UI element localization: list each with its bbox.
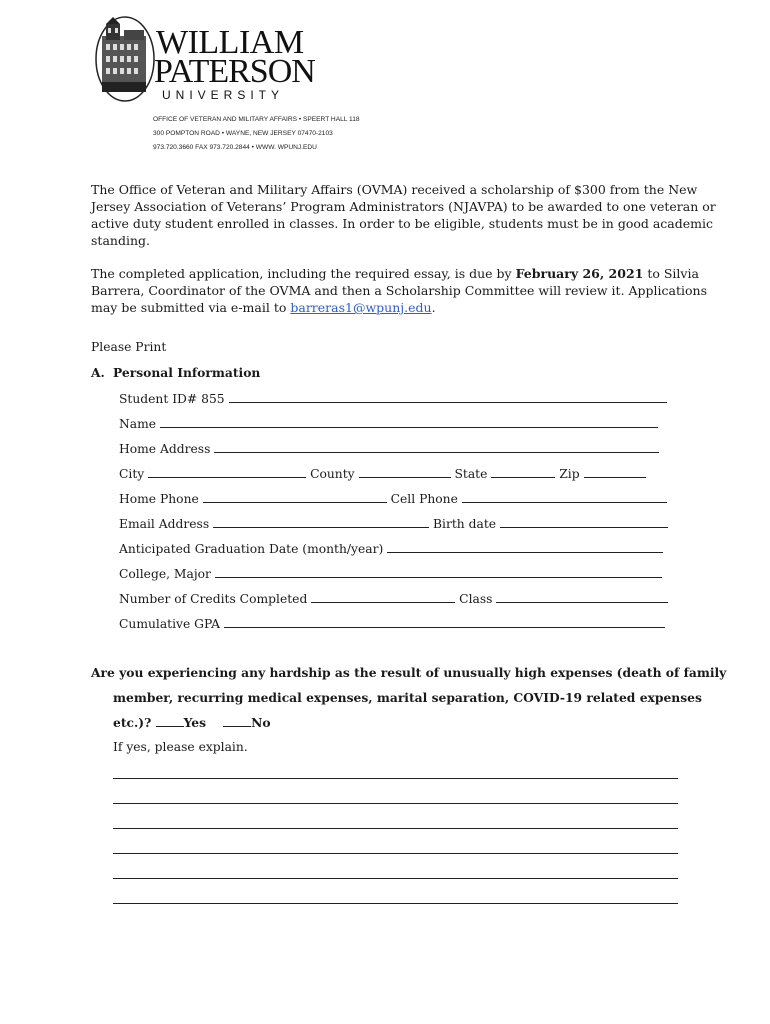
hardship-question-line-2: member, recurring medical expenses, marital separation, COVID-19 related expenses (113, 690, 702, 705)
intro-line: Jersey Association of Veterans’ Program Administrators (NJAVPA) to be awarded to one veteran or (91, 199, 716, 214)
email-address-field[interactable] (213, 517, 429, 528)
student-id-row (119, 391, 667, 407)
deadline-line-2: Barrera, Coordinator of the OVMA and then a Scholarship Committee will review it. Applications (91, 283, 708, 298)
credits-label: Number of Credits Completed (119, 592, 308, 606)
email-period: . (431, 300, 436, 315)
cell-phone-label: Cell Phone (390, 492, 458, 506)
email-address-label: Email Address (119, 517, 210, 531)
explanation-line[interactable] (113, 878, 678, 879)
class-field[interactable] (496, 592, 668, 603)
state-label: State (454, 467, 488, 481)
grad-date-field[interactable] (387, 542, 663, 553)
email-birth-row (119, 516, 668, 532)
email-intro-text: may be submitted via e-mail to (91, 300, 291, 315)
home-address-label: Home Address (119, 442, 211, 456)
home-address-field[interactable] (214, 442, 659, 453)
deadline-line-3 (91, 299, 691, 316)
logo-line-paterson: PATERSON (154, 53, 315, 90)
yes-blank[interactable] (156, 716, 184, 727)
zip-label: Zip (559, 467, 580, 481)
section-a-title: Personal Information (113, 365, 261, 380)
deadline-text-after: to Silvia (643, 266, 699, 281)
no-label: No (251, 715, 271, 730)
hardship-question-line-3 (113, 715, 271, 730)
please-print-label: Please Print (91, 340, 167, 354)
home-address-row (119, 441, 659, 457)
grad-date-row (119, 541, 663, 557)
university-building-logo (94, 14, 156, 104)
name-label: Name (119, 417, 157, 431)
deadline-date: February 26, 2021 (515, 266, 644, 281)
college-major-row (119, 566, 662, 582)
credits-row (119, 591, 668, 607)
name-field[interactable] (160, 417, 658, 428)
explain-label: If yes, please explain. (113, 740, 248, 754)
hardship-etc-text: etc.)? (113, 715, 156, 730)
gpa-label: Cumulative GPA (119, 617, 221, 631)
cell-phone-field[interactable] (462, 492, 667, 503)
no-blank[interactable] (223, 716, 251, 727)
contact-address-line: 973.720.3660 FAX 973.720.2844 • WWW. WPUNJ.EDU (153, 144, 317, 151)
logo-line-university: UNIVERSITY (162, 88, 285, 102)
explanation-line[interactable] (113, 778, 678, 779)
logo-line-william: WILLIAM (156, 24, 304, 61)
name-row (119, 416, 658, 432)
explanation-line[interactable] (113, 853, 678, 854)
email-link[interactable]: barreras1@wpunj.edu (290, 300, 432, 315)
city-label: City (119, 467, 145, 481)
intro-line: active duty student enrolled in classes. In order to be eligible, students must be in good academic (91, 216, 714, 231)
home-phone-label: Home Phone (119, 492, 199, 506)
county-field[interactable] (359, 467, 451, 478)
hardship-question-line-1: Are you experiencing any hardship as the result of unusually high expenses (death of family (91, 665, 727, 680)
student-id-label: Student ID# 855 (119, 392, 225, 406)
birth-date-field[interactable] (500, 517, 668, 528)
city-field[interactable] (148, 467, 306, 478)
intro-line: standing. (91, 233, 150, 248)
intro-paragraph (91, 181, 716, 249)
class-label: Class (459, 592, 493, 606)
credits-field[interactable] (311, 592, 455, 603)
zip-field[interactable] (584, 467, 646, 478)
office-address-line: OFFICE OF VETERAN AND MILITARY AFFAIRS • SPEERT HALL 118 (153, 116, 360, 123)
yes-label: Yes (183, 715, 207, 730)
street-address-line: 300 POMPTON ROAD • WAYNE, NEW JERSEY 07470-2103 (153, 130, 333, 137)
college-major-label: College, Major (119, 567, 211, 581)
explanation-line[interactable] (113, 803, 678, 804)
state-field[interactable] (491, 467, 555, 478)
birth-date-label: Birth date (433, 517, 497, 531)
student-id-field[interactable] (229, 392, 667, 403)
phone-row (119, 491, 667, 507)
section-a-letter: A. (91, 365, 105, 380)
grad-date-label: Anticipated Graduation Date (month/year) (119, 542, 384, 556)
intro-line: The Office of Veteran and Military Affairs (OVMA) received a scholarship of $300 from the New (91, 182, 698, 197)
explanation-line[interactable] (113, 903, 678, 904)
county-label: County (310, 467, 355, 481)
home-phone-field[interactable] (203, 492, 387, 503)
gpa-field[interactable] (224, 617, 665, 628)
college-major-field[interactable] (215, 567, 662, 578)
deadline-line-1 (91, 265, 699, 282)
deadline-text: The completed application, including the required essay, is due by (91, 266, 516, 281)
explanation-line[interactable] (113, 828, 678, 829)
city-row (119, 466, 646, 482)
deadline-paragraph (91, 265, 708, 316)
gpa-row (119, 616, 665, 632)
